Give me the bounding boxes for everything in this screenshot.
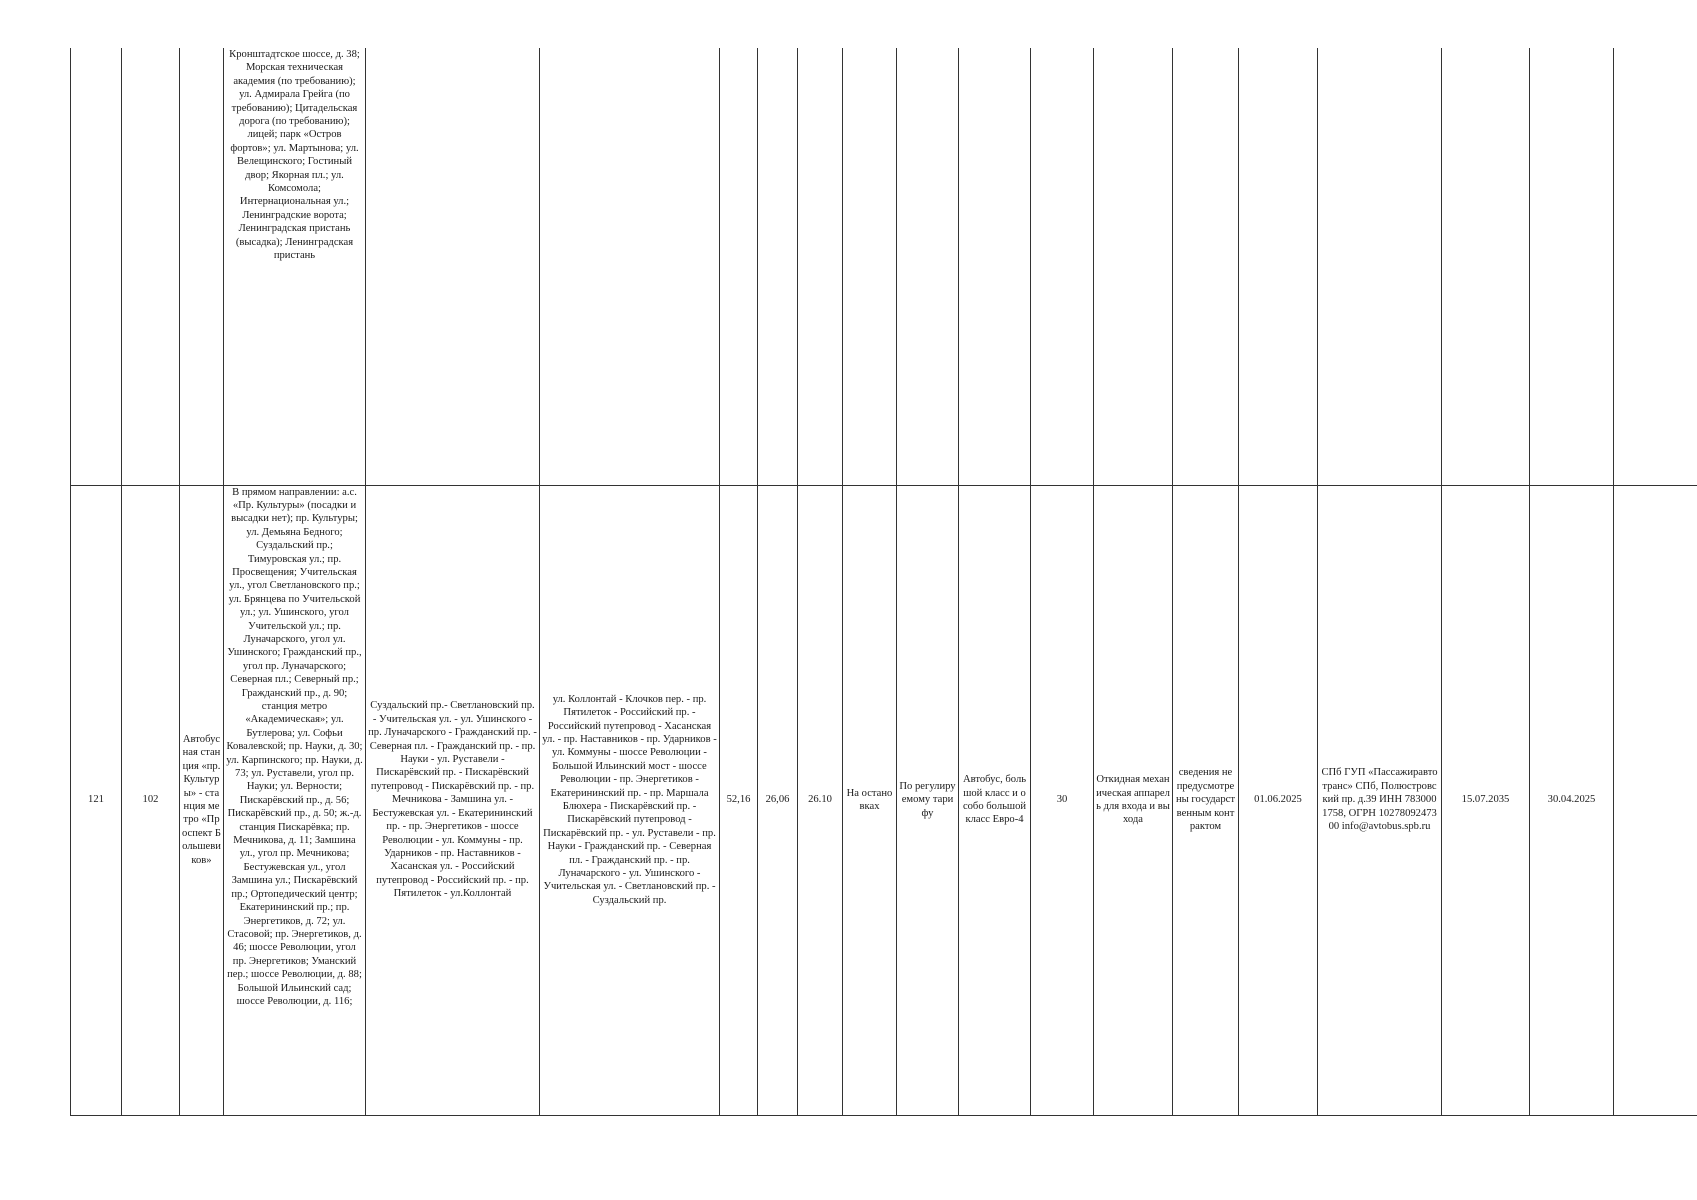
cell-tariff: По регулируемому тарифу xyxy=(897,485,959,1115)
cell-carrier: СПб ГУП «Пассажиравтотранс» СПб, Полюстровский пр. д.39 ИНН 7830001758, ОГРН 1027809247300 info@avtobus.spb.ru xyxy=(1318,485,1442,1115)
cell-route-name xyxy=(180,48,224,485)
cell-route-number xyxy=(122,48,180,485)
cell-extra xyxy=(1614,48,1697,485)
cell-route-name: Автобусная станция «пр. Культуры» - станция метро «Проспект Большевиков» xyxy=(180,485,224,1115)
cell-length-total: 52,16 xyxy=(720,485,758,1115)
cell-length-backward: 26.10 xyxy=(798,485,843,1115)
cell-length-forward xyxy=(758,48,798,485)
cell-contract xyxy=(1173,48,1239,485)
cell-length-backward xyxy=(798,48,843,485)
cell-streets-forward xyxy=(366,48,540,485)
cell-date3 xyxy=(1530,48,1614,485)
cell-start-date: 01.06.2025 xyxy=(1239,485,1318,1115)
cell-boarding xyxy=(843,48,897,485)
cell-max-count: 30 xyxy=(1031,485,1094,1115)
cell-start-date xyxy=(1239,48,1318,485)
cell-vehicle xyxy=(959,48,1031,485)
table-row xyxy=(71,485,1697,1115)
cell-length-forward: 26,06 xyxy=(758,485,798,1115)
cell-streets-forward: Суздальский пр.- Светлановский пр. - Учительская ул. - ул. Ушинского - пр. Луначарского - Гражданский пр. - Северная пл. - Гражданский пр. - пр. Науки - ул. Руставели - Пискарёвский пр. - Пискарёвский путепровод - Пискарёвский пр. - пр. Мечникова - Замшина ул. - Бестужевская ул. - Екатерининский пр. - пр. Энергетиков - шоссе Революции - ул. Коммуны - пр. Ударников - пр. Наставников - Хасанская ул. - Российский путепровод - Российский пр. - пр. Пятилеток - ул.Коллонтай xyxy=(366,485,540,1115)
cell-stops xyxy=(224,48,366,485)
cell-number: 121 xyxy=(71,485,122,1115)
cell-end-date: 15.07.2035 xyxy=(1442,485,1530,1115)
cell-streets-backward: ул. Коллонтай - Клочков пер. - пр. Пятилеток - Российский пр. - Российский путепровод - Хасанская ул. - пр. Наставников - пр. Ударников - ул. Коммуны - шоссе Революции - Большой Ильинский мост - шоссе Революции - пр. Энергетиков - Екатерининский пр. - пр. Маршала Блюхера - Пискарёвский пр. - Пискарёвский путепровод - Пискарёвский пр. - ул. Руставели - пр. Науки - Гражданский пр. - Северная пл. - Гражданский пр. - пр. Луначарского - ул. Ушинского - Учительская ул. - Светлановский пр. - Суздальский пр. xyxy=(540,485,720,1115)
cell-vehicle: Автобус, большой класс и особо большой класс Евро-4 xyxy=(959,485,1031,1115)
cell-end-date xyxy=(1442,48,1530,485)
cell-streets-backward xyxy=(540,48,720,485)
cell-max-count xyxy=(1031,48,1094,485)
cell-tariff xyxy=(897,48,959,485)
cell-equipment: Откидная механическая аппарель для входа и выхода xyxy=(1094,485,1173,1115)
cell-carrier xyxy=(1318,48,1442,485)
table-row xyxy=(71,48,1697,485)
cell-contract: сведения не предусмотрены государственным контрактом xyxy=(1173,485,1239,1115)
stops-text: Кронштадтское шоссе, д. 38; Морская техническая академия (по требованию); ул. Адмирала Грейга (по требованию); Цитадельская дорога (по требованию); лицей; парк «Остров фортов»; ул. Мартынова; ул. Велещинского; Гостиный двор; Якорная пл.; ул. Комсомола; Интернациональная ул.; Ленинградские ворота; Ленинградская пристань (высадка); Ленинградская пристань xyxy=(229,49,360,262)
cell-extra xyxy=(1614,485,1697,1115)
cell-date3: 30.04.2025 xyxy=(1530,485,1614,1115)
cell-number xyxy=(71,48,122,485)
cell-boarding: На остановках xyxy=(843,485,897,1115)
route-register-table xyxy=(70,48,1697,1116)
cell-route-number: 102 xyxy=(122,485,180,1115)
cell-length-total xyxy=(720,48,758,485)
cell-stops: В прямом направлении: а.с. «Пр. Культуры» (посадки и высадки нет); пр. Культуры; ул. Демьяна Бедного; Суздальский пр.; Тимуровская ул.; пр. Просвещения; Учительская ул., угол Светлановского пр.; ул. Брянцева по Учительской ул.; ул. Ушинского, угол Учительской ул.; пр. Луначарского, угол ул. Ушинского; Гражданский пр., угол пр. Луначарского; Северная пл.; Северный пр.; Гражданский пр., д. 90; станция метро «Академическая»; ул. Бутлерова; ул. Софьи Ковалевской; пр. Науки, д. 30; ул. Карпинского; пр. Науки, д. 73; ул. Руставели, угол пр. Науки; ул. Верности; Пискарёвский пр., д. 56; Пискарёвский пр., д. 50; ж.-д. станция Пискарёвка; пр. Мечникова, д. 11; Замшина ул., угол пр. Мечникова; Бестужевская ул., угол Замшина ул.; Пискарёвский пр.; Ортопедический центр; Екатерининский пр.; пр. Энергетиков, д. 72; ул. Стасовой; пр. Энергетиков, д. 46; шоссе Революции, угол пр. Энергетиков; Уманский пер.; шоссе Революции, д. 88; Большой Ильинский сад; шоссе Революции, д. 116; xyxy=(224,485,366,1115)
cell-equipment xyxy=(1094,48,1173,485)
